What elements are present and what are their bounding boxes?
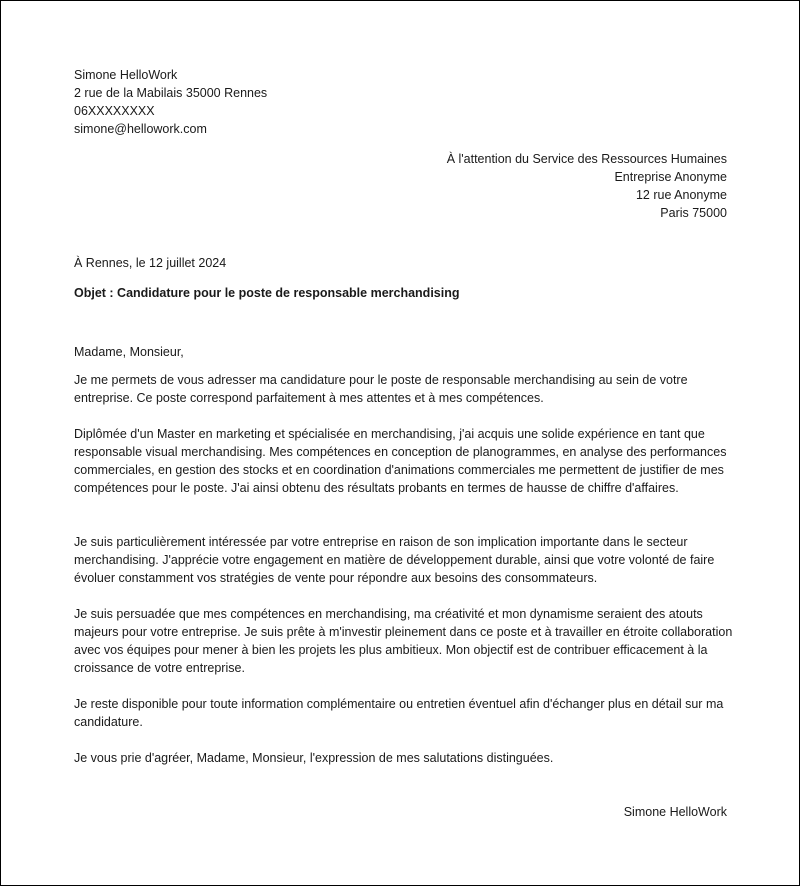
letter-subject: Objet : Candidature pour le poste de responsable merchandising (74, 286, 460, 300)
body-paragraph-5: Je reste disponible pour toute information complémentaire ou entretien éventuel afin d'échanger plus en détail sur ma candidature. (74, 697, 724, 729)
recipient-company: Entreprise Anonyme (614, 170, 727, 184)
closing-paragraph: Je vous prie d'agréer, Madame, Monsieur, l'expression de mes salutations distinguées. (74, 751, 554, 765)
sender-address: 2 rue de la Mabilais 35000 Rennes (74, 86, 268, 100)
body-paragraph-4: Je suis persuadée que mes compétences en merchandising, ma créativité et mon dynamisme seraient des atouts majeurs pour votre entreprise. Je suis prête à m'investir pleinement dans ce poste et à travailler en étroite collaboration avec vos équipes pour mener à bien les projets les plus ambitieux. Mon objectif est de contribuer efficacement à la croissance de votre entreprise. (74, 607, 733, 675)
recipient-city: Paris 75000 (660, 206, 727, 220)
body-paragraph-1: Je me permets de vous adresser ma candidature pour le poste de responsable merchandising au sein de votre entreprise. Ce poste correspond parfaitement à mes attentes et à mes compétences. (74, 373, 688, 405)
sender-phone: 06XXXXXXXX (74, 104, 155, 118)
recipient-attention: À l'attention du Service des Ressources Humaines (446, 152, 727, 166)
letter-date: À Rennes, le 12 juillet 2024 (74, 256, 227, 270)
recipient-block (447, 150, 727, 222)
letter-greeting: Madame, Monsieur, (74, 345, 184, 359)
sender-email: simone@hellowork.com (74, 122, 207, 136)
recipient-street: 12 rue Anonyme (635, 188, 727, 202)
body-paragraph-3: Je suis particulièrement intéressée par votre entreprise en raison de son implication importante dans le secteur merchandising. J'apprécie votre engagement en matière de développement durable, ainsi que votre volonté de faire évoluer constamment vos stratégies de vente pour répondre aux besoins des consommateurs. (74, 535, 715, 585)
letter-signature: Simone HelloWork (623, 805, 727, 819)
body-paragraph-2: Diplômée d'un Master en marketing et spécialisée en merchandising, j'ai acquis une solide expérience en tant que responsable visual merchandising. Mes compétences en conception de planogrammes, en analyse des performances commerciales, en gestion des stocks et en coordination d'animations commerciales me permettent de justifier de mes compétences pour le poste. J'ai ainsi obtenu des résultats probants en termes de hausse de chiffre d'affaires. (74, 427, 727, 495)
sender-block (74, 66, 267, 138)
sender-name: Simone HelloWork (74, 68, 178, 82)
